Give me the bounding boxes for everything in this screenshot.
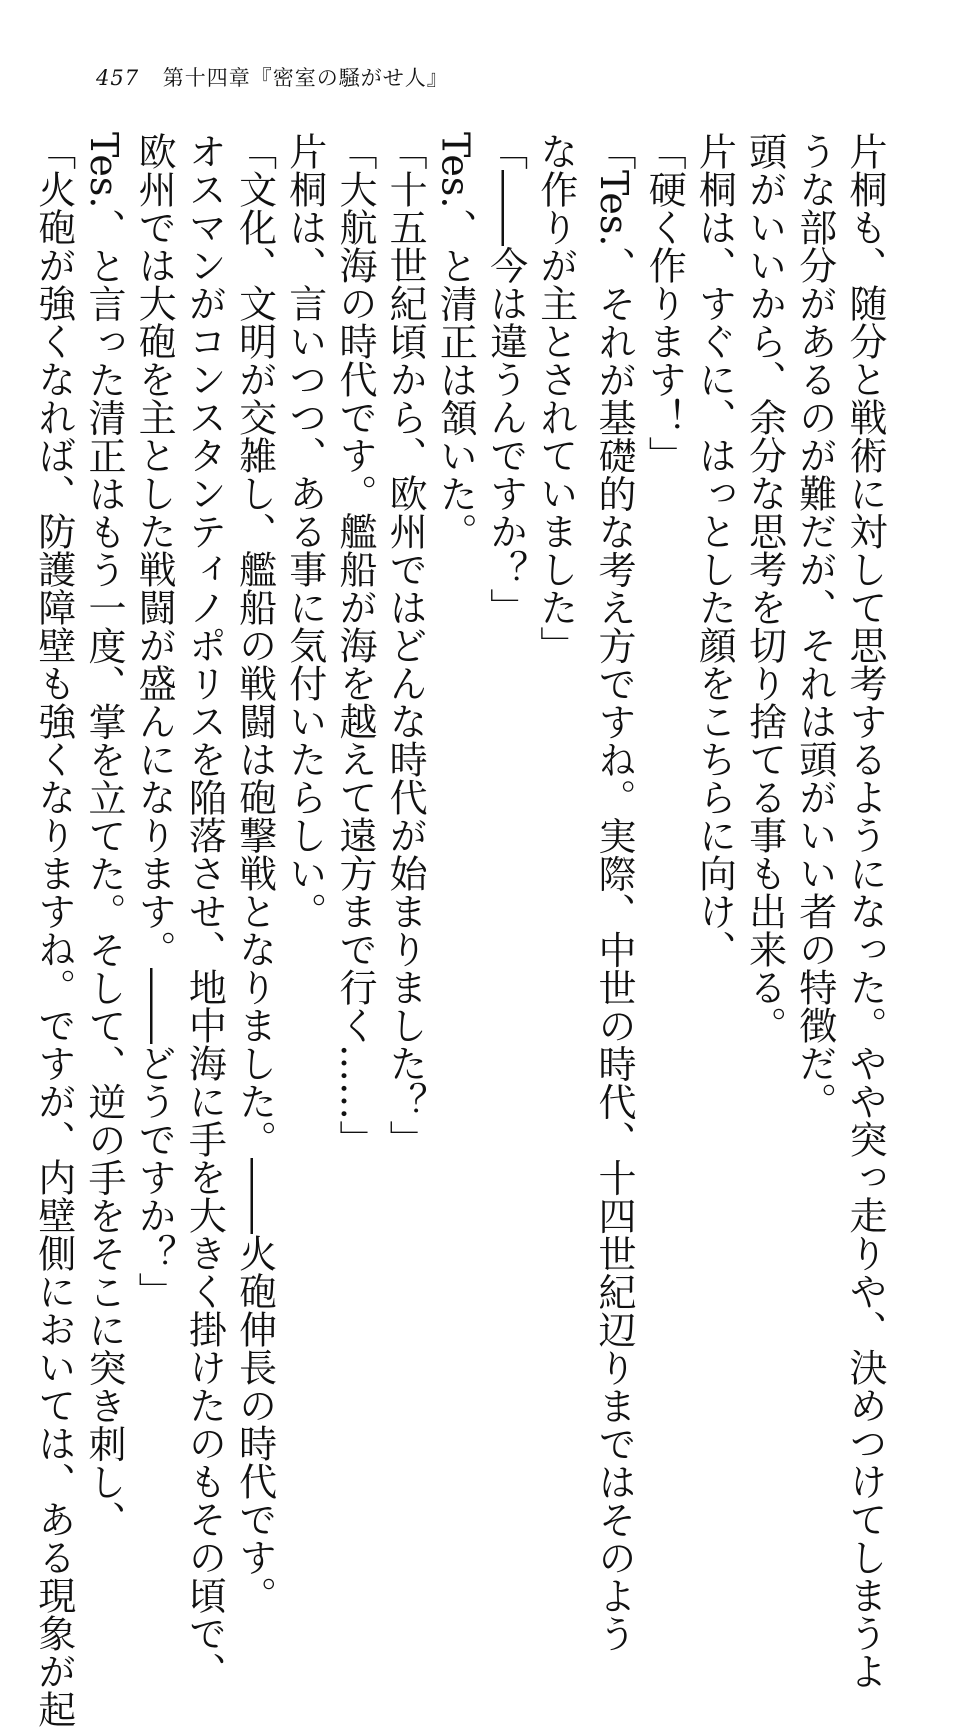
text-line: 片桐も、随分と戦術に対して思考するようになった。やや突っ走りや、決めつけてしまうよ [843,132,887,1690]
text-line: 「大航海の時代です。艦船が海を越えて遠方まで行く……」 [332,132,377,1158]
vertical-body-text [31,132,890,1728]
text-line: 「火砲が強くなれば、防護障壁も強くなりますね。ですが、内壁側においては、ある現象が起 [31,132,76,1728]
text-line: 「文化、文明が交雑し、艦船の戦闘は砲撃戦となりました。――火砲伸長の時代です。 [232,132,277,1614]
text-line: 片桐は、言いつつ、ある事に気付いたらしい。 [282,132,327,930]
text-line: 片桐は、すぐに、はっとした顔をこちらに向け、 [692,132,737,968]
text-line: うな部分があるのが難だが、それは頭がいい者の特徴だ。 [792,132,837,1120]
text-line: Tes.、と清正は頷いた。 [433,132,478,551]
page-number: 457 [96,66,140,90]
text-line: オスマンがコンスタンティノポリスを陥落させ、地中海に手を大きく掛けたのもその頃で、 [182,132,227,1690]
text-line: Tes.、と言った清正はもう一度、掌を立てた。そして、逆の手をそこに突き刺し、 [81,132,126,1539]
text-line: 「Tes.、それが基礎的な考え方ですね。実際、中世の時代、十四世紀辺りまではそのよう [591,132,636,1653]
text-line: 頭がいいから、余分な思考を切り捨てる事も出来る。 [742,132,787,1044]
chapter-title: 第十四章『密室の騒がせ人』 [162,66,449,90]
text-line: 「硬く作ります！」 [642,132,687,474]
text-line: 欧州では大砲を主とした戦闘が盛んになります。――どうですか？」 [132,132,177,1310]
text-line: 「――今は違うんですか？」 [483,132,528,626]
text-line: 「十五世紀頃から、欧州ではどんな時代が始まりました？」 [383,132,428,1158]
text-line: な作りが主とされていました」 [533,132,578,664]
page-header [96,62,449,92]
